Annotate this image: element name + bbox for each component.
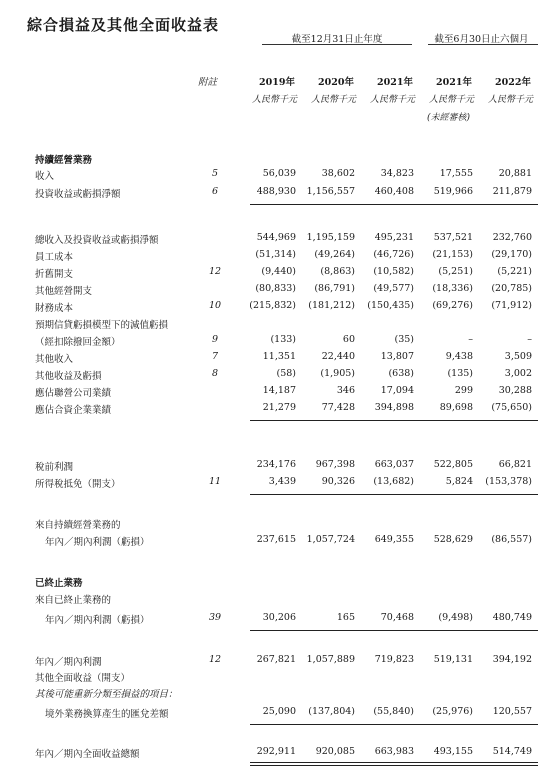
cell-2021: 663,983 [374,746,414,757]
subtotal-rule [250,420,538,421]
cell-h2021: (69,276) [432,300,473,311]
table-row-depreciation [0,266,550,280]
currency-2021: 人民幣千元 [369,95,415,105]
row-label: 財務成本 [35,303,74,314]
cell-h2022: 120,557 [492,706,532,717]
row-note: 6 [211,186,219,197]
row-note: 5 [211,168,219,179]
cell-2020: 1,057,724 [306,534,355,545]
cell-2019: 56,039 [262,168,296,179]
cell-h2022: (153,378) [485,476,532,487]
statement-title: 綜合損益及其他全面收益表 [27,16,220,34]
row-label: 其他全面收益（開支） [35,673,131,684]
cell-2020: 1,156,557 [306,186,355,197]
cell-h2022: – [527,334,532,345]
table-row-total-comprehensive [0,746,550,760]
cell-2020: 165 [336,612,355,623]
row-note: 7 [211,351,219,362]
row-label: 年內／期內利潤（虧損） [45,537,150,548]
year-2019-header: 2019年 [259,77,295,88]
cell-2020: 346 [336,385,355,396]
cell-2020: (49,264) [314,249,355,260]
row-note: 11 [208,476,222,487]
table-row-continuing-profit [0,534,550,548]
cell-2020: (181,212) [308,300,355,311]
table-row-revenue [0,168,550,182]
subtotal-rule [250,494,538,495]
row-label: （經扣除撥回金額） [35,337,121,348]
subtotal-rule [250,204,538,205]
table-row-profit-before-tax [0,459,550,473]
cell-2019: 11,351 [262,351,296,362]
cell-h2021: 537,521 [433,232,473,243]
cell-h2022: 20,881 [498,168,532,179]
table-row-discontinued-header [0,575,550,589]
cell-2020: 920,085 [315,746,355,757]
cell-2019: 234,176 [256,459,296,470]
cell-2020: 90,326 [321,476,355,487]
cell-2019: (51,314) [255,249,296,260]
table-row-period-profit [0,654,550,668]
table-row-fx-difference [0,706,550,720]
cell-2021: (638) [388,368,414,379]
cell-2021: (10,582) [373,266,414,277]
row-note: 8 [211,368,219,379]
table-row-discontinued-from [0,592,550,606]
row-label: 年內／期內利潤（虧損） [45,615,150,626]
cell-2019: 3,439 [268,476,296,487]
table-row-total-revenue [0,232,550,246]
cell-h2022: (29,170) [491,249,532,260]
row-label: 年內／期內全面收益總額 [35,749,140,760]
cell-h2022: 232,760 [492,232,532,243]
cell-h2021: – [468,334,473,345]
year-2020-header: 2020年 [318,77,354,88]
half-year-group-header: 截至6月30日止六個月 [434,34,529,45]
cell-2021: (55,840) [373,706,414,717]
row-note: 9 [211,334,219,345]
cell-2019: (215,832) [249,300,296,311]
half-year-group-underline [428,44,538,45]
row-label: 其他收益及虧損 [35,371,102,382]
cell-h2022: 3,509 [504,351,532,362]
row-label: 應佔聯營公司業績 [35,388,112,399]
table-row-other-opex [0,283,550,297]
cell-h2021: 9,438 [445,351,473,362]
cell-2021: 663,037 [374,459,414,470]
cell-2020: 38,602 [321,168,355,179]
cell-2021: (35) [394,334,414,345]
cell-h2021: 5,824 [445,476,473,487]
table-row-ecl-net [0,334,550,348]
unaudited-label: (未經審核) [427,113,471,123]
row-label: 年內／期內利潤 [35,657,102,668]
table-row-discontinued-profit [0,612,550,626]
cell-2021: 495,231 [374,232,414,243]
cell-2021: 394,898 [374,402,414,413]
cell-2021: (49,577) [373,283,414,294]
currency-2020: 人民幣千元 [310,95,356,105]
table-row-reclassify-heading [0,686,550,700]
cell-2021: 34,823 [380,168,414,179]
cell-2021: 719,823 [374,654,414,665]
cell-h2021: 17,555 [439,168,473,179]
cell-2019: 30,206 [262,612,296,623]
cell-h2022: (75,650) [491,402,532,413]
cell-2020: (86,791) [314,283,355,294]
row-label: 來自持續經營業務的 [35,520,121,531]
cell-2019: 14,187 [262,385,296,396]
cell-2020: 967,398 [315,459,355,470]
cell-2019: 25,090 [262,706,296,717]
cell-h2022: 514,749 [492,746,532,757]
cell-2020: 22,440 [321,351,355,362]
cell-2020: (1,905) [320,368,355,379]
cell-2019: (58) [276,368,296,379]
cell-2021: (150,435) [367,300,414,311]
cell-2021: (46,726) [373,249,414,260]
row-label: 收入 [35,171,55,182]
row-label: 已終止業務 [35,578,83,589]
cell-2020: (8,863) [320,266,355,277]
cell-2020: (137,804) [308,706,355,717]
row-label: 其他收入 [35,354,74,365]
table-row-ecl-heading [0,317,550,331]
table-row-joint-ventures [0,402,550,416]
table-row-finance-cost [0,300,550,314]
year-2021-header: 2021年 [377,77,413,88]
cell-2021: 460,408 [374,186,414,197]
row-label: 預期信貸虧損模型下的減值虧損 [35,320,169,331]
total-double-rule [250,762,538,766]
cell-2019: 488,930 [256,186,296,197]
cell-h2022: 394,192 [492,654,532,665]
cell-2021: 70,468 [380,612,414,623]
row-label: 所得稅抵免（開支） [35,479,121,490]
cell-h2022: (71,912) [491,300,532,311]
row-label: 折舊開支 [35,269,74,280]
currency-2019: 人民幣千元 [251,95,297,105]
cell-h2022: 480,749 [492,612,532,623]
cell-2019: (9,440) [261,266,296,277]
cell-h2021: 519,131 [433,654,473,665]
cell-h2022: (20,785) [491,283,532,294]
table-row-other-income [0,351,550,365]
cell-h2021: (9,498) [438,612,473,623]
row-label: 投資收益或虧損淨額 [35,189,121,200]
half-2022-header: 2022年 [495,77,531,88]
cell-h2022: (5,221) [497,266,532,277]
cell-2019: 544,969 [256,232,296,243]
cell-h2021: 493,155 [433,746,473,757]
cell-2019: 21,279 [262,402,296,413]
cell-2020: 1,057,889 [306,654,355,665]
cell-2021: 649,355 [374,534,414,545]
cell-h2021: (25,976) [432,706,473,717]
row-note: 10 [208,300,222,311]
table-row-income-tax [0,476,550,490]
currency-half-2022: 人民幣千元 [487,95,533,105]
cell-2019: (80,833) [255,283,296,294]
row-label: 來自已終止業務的 [35,595,112,606]
cell-h2022: 211,879 [492,186,532,197]
cell-h2021: 519,966 [433,186,473,197]
cell-h2021: 89,698 [439,402,473,413]
cell-2019: 237,615 [256,534,296,545]
table-row-oci-heading [0,670,550,684]
row-note: 12 [208,266,222,277]
cell-h2021: (135) [447,368,473,379]
year-group-header: 截至12月31日止年度 [291,34,383,45]
cell-h2022: 3,002 [504,368,532,379]
table-row-continuing-header [0,152,550,166]
cell-2019: 292,911 [256,746,296,757]
cell-h2021: (18,336) [432,283,473,294]
cell-h2022: 66,821 [498,459,532,470]
subtotal-rule [250,630,538,631]
subtotal-rule [250,724,538,725]
cell-2019: 267,821 [256,654,296,665]
note-column-header: 附註 [198,77,218,88]
year-group-underline [262,44,412,45]
row-label: 持續經營業務 [35,155,93,166]
row-note: 12 [208,654,222,665]
table-row-other-gains [0,368,550,382]
currency-half-2021: 人民幣千元 [428,95,474,105]
cell-2020: 77,428 [321,402,355,413]
row-label: 員工成本 [35,252,74,263]
row-label: 其他經營開支 [35,286,93,297]
cell-2019: (133) [270,334,296,345]
row-label: 總收入及投資收益或虧損淨額 [35,235,159,246]
cell-h2022: 30,288 [498,385,532,396]
table-row-associates [0,385,550,399]
cell-h2021: 528,629 [433,534,473,545]
cell-h2021: (5,251) [438,266,473,277]
cell-2021: 17,094 [380,385,414,396]
cell-h2021: 522,805 [433,459,473,470]
cell-h2021: (21,153) [432,249,473,260]
half-2021-header: 2021年 [436,77,472,88]
row-label: 稅前利潤 [35,462,74,473]
table-row-continuing-from [0,517,550,531]
cell-2021: (13,682) [373,476,414,487]
row-label: 境外業務換算產生的匯兌差額 [45,709,169,720]
cell-2020: 1,195,159 [306,232,355,243]
row-note: 39 [208,612,222,623]
table-row-staff-cost [0,249,550,263]
cell-2020: 60 [342,334,355,345]
cell-h2021: 299 [454,385,473,396]
row-label: 應佔合資企業業績 [35,405,112,416]
cell-2021: 13,807 [380,351,414,362]
cell-h2022: (86,557) [491,534,532,545]
row-label: 其後可能重新分類至損益的項目： [35,689,178,700]
table-row-investment-gain [0,186,550,200]
